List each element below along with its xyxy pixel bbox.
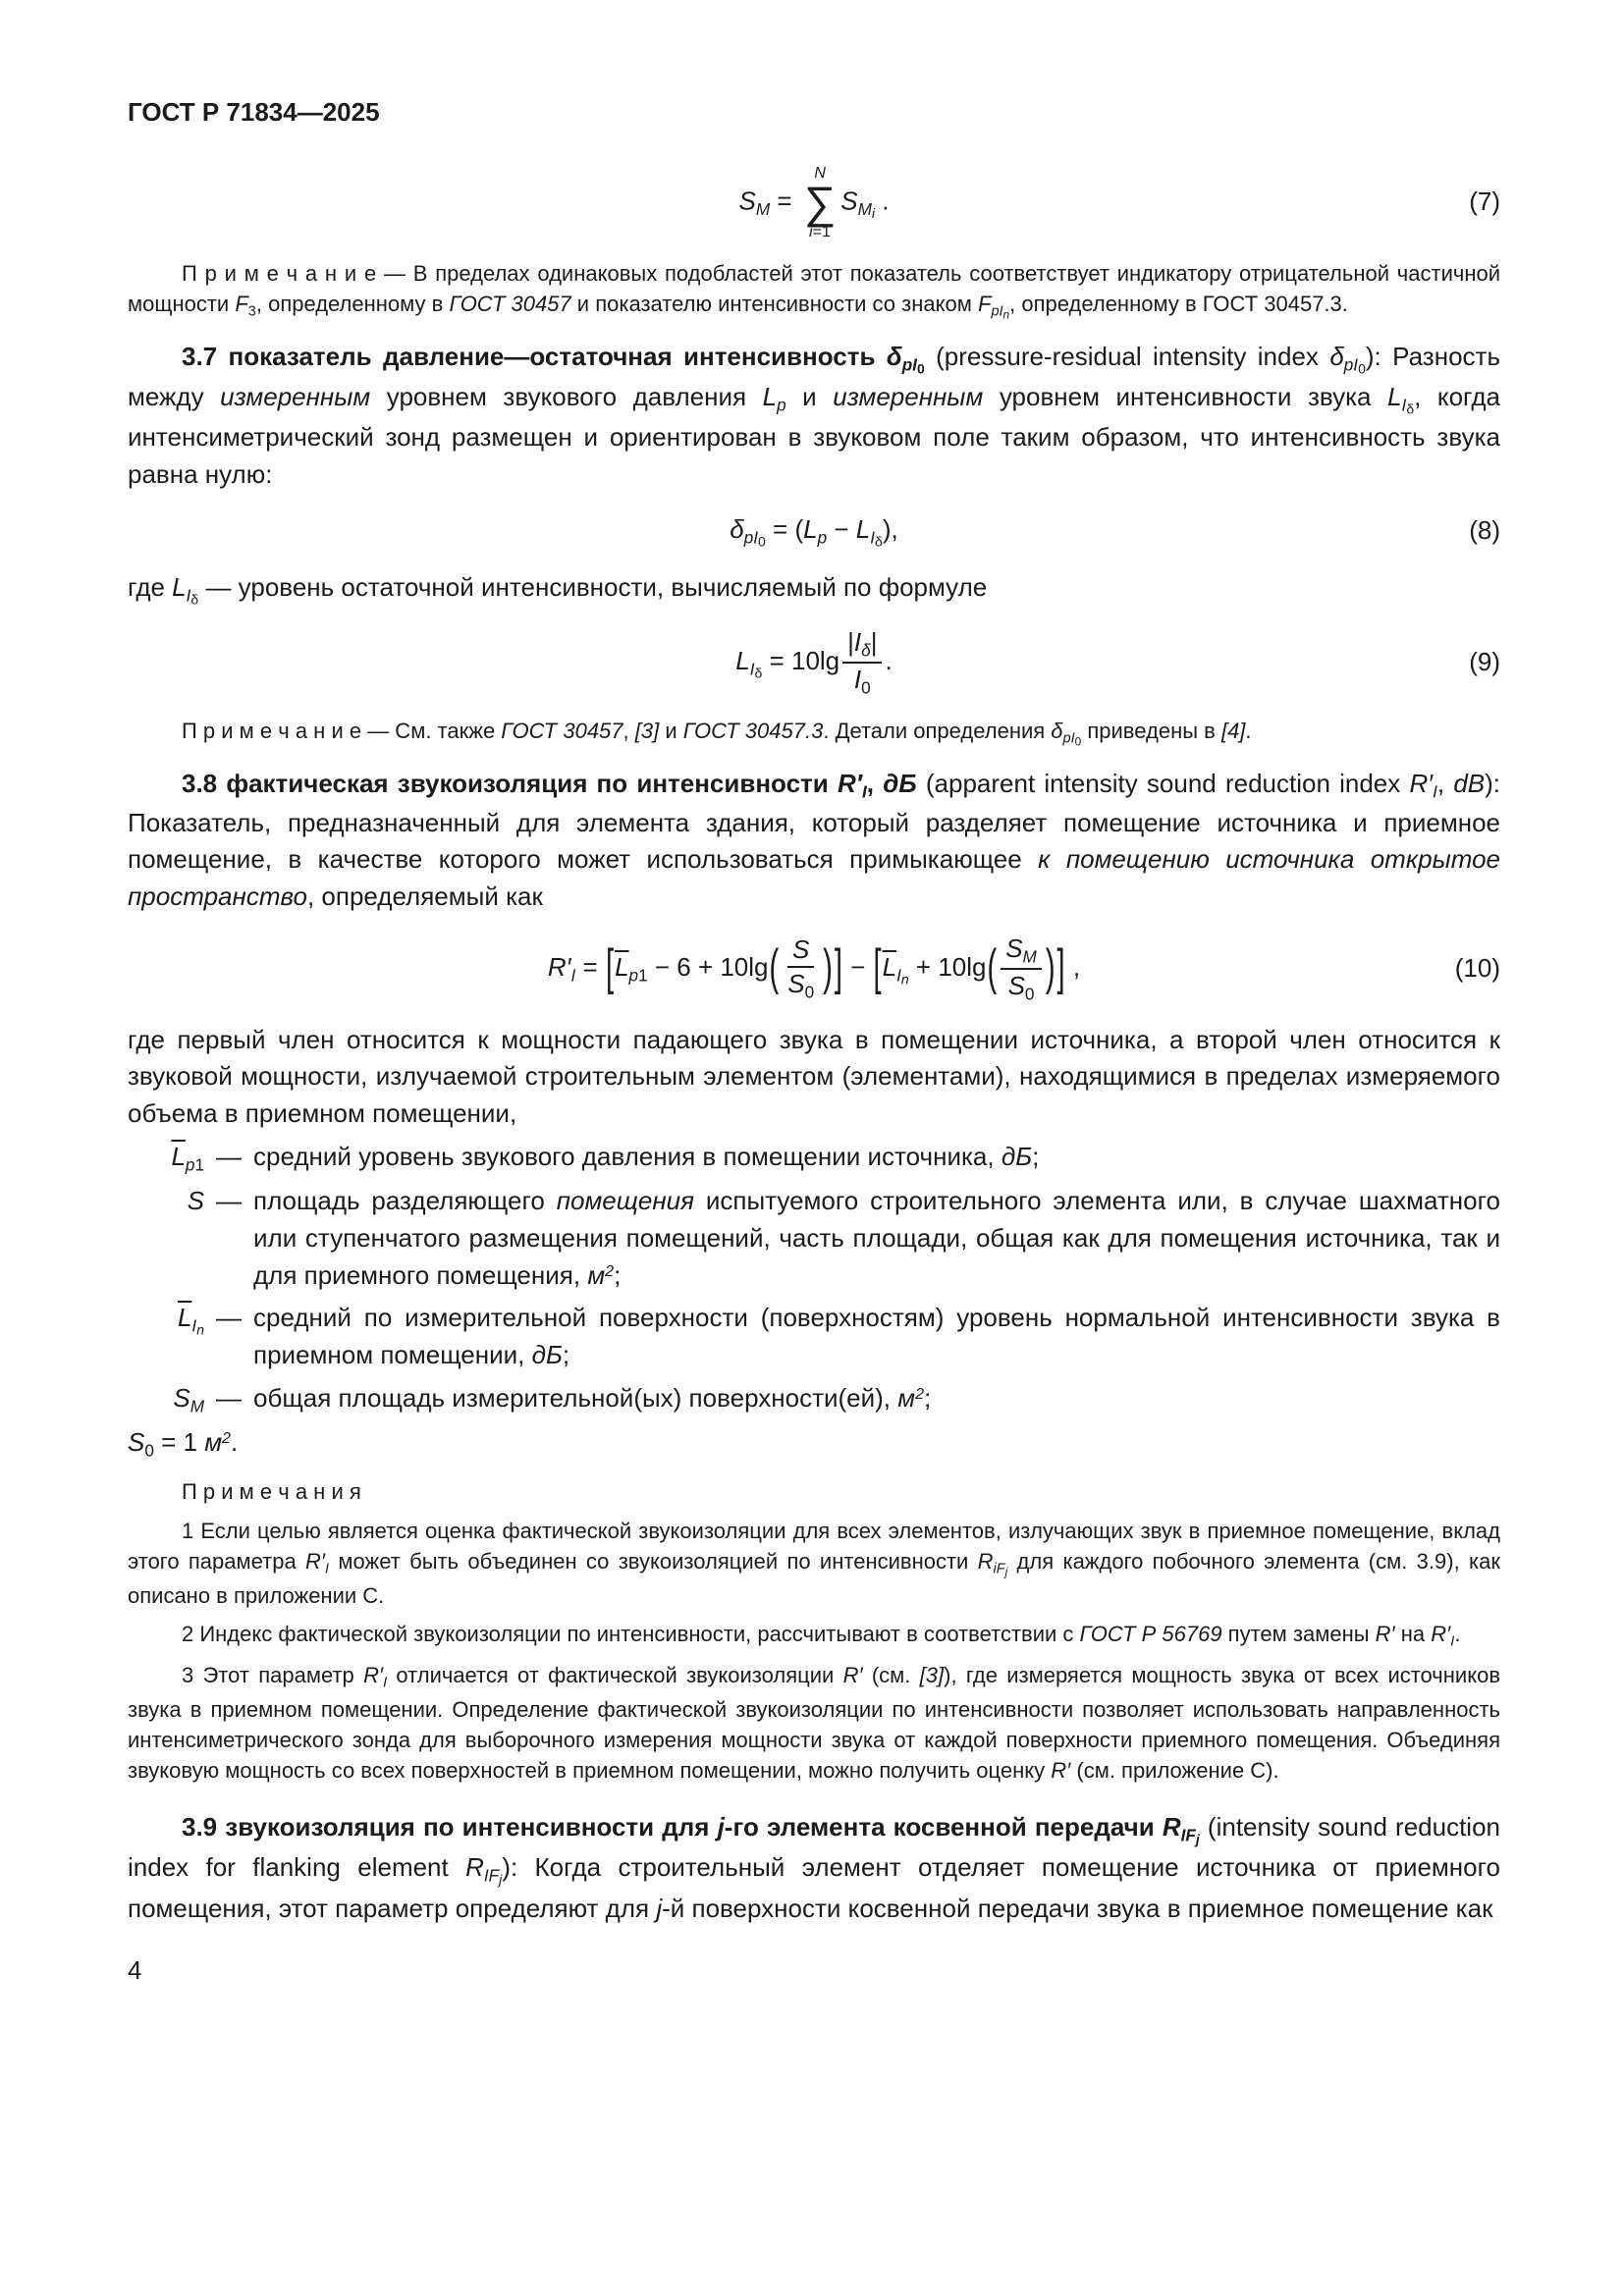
- text-run: ГОСТ 30457: [501, 718, 623, 743]
- text-run: (см. приложение С).: [1070, 1758, 1279, 1784]
- note-3: [128, 1660, 1500, 1786]
- page-number: 4: [128, 1955, 142, 1986]
- text-run: 2 Индекс фактической звукоизоляции по интенсивности, рассчитывают в соответствии с: [182, 1622, 1080, 1647]
- text-run: ,: [1065, 951, 1081, 982]
- text-run: 0: [804, 982, 815, 1002]
- text-run: ): Разность между: [128, 342, 1500, 412]
- text-run: 1: [194, 1154, 204, 1175]
- fraction-numerator: [1001, 934, 1042, 970]
- text-run: 2: [605, 1261, 615, 1280]
- text-run: средний уровень звукового давления в помещении источника,: [253, 1141, 1001, 1171]
- text-run: измеренным: [833, 382, 984, 412]
- text-run: δ: [754, 665, 763, 681]
- text-run: общая площадь измерительной(ых) поверхности(ей),: [253, 1382, 898, 1413]
- text-run: может быть объединен со звукоизоляцией по интенсивности: [329, 1548, 978, 1574]
- text-run: F: [977, 291, 992, 316]
- text-run: R: [977, 1548, 994, 1574]
- text-run: F: [235, 291, 248, 316]
- text-run: ,: [1436, 769, 1454, 799]
- text-run: S: [840, 186, 858, 216]
- text-run: p: [185, 1154, 195, 1175]
- clause-3-9: [128, 1809, 1500, 1927]
- fraction: [1001, 934, 1042, 1004]
- big-bracket: (: [769, 940, 780, 996]
- text-run: R′: [1375, 1622, 1395, 1647]
- formula-8-number: (8): [1469, 515, 1500, 546]
- text-run: (apparent intensity sound reduction index: [916, 769, 1410, 799]
- formula-9-expression: [735, 627, 892, 698]
- text-run: отличается от фактической звукоизоляции: [387, 1663, 843, 1688]
- text-run: |: [870, 626, 878, 657]
- text-run: приведены в: [1081, 718, 1221, 743]
- note-partial-power: [128, 258, 1500, 323]
- text-run: S: [128, 1426, 145, 1457]
- text-run: 1: [638, 965, 648, 986]
- text-run: -го элемента косвенной передачи: [724, 1812, 1163, 1842]
- text-run: pI: [991, 303, 1003, 320]
- s0-definition: [128, 1424, 1500, 1463]
- text-run: L: [735, 645, 750, 675]
- formula-10-expression: [548, 934, 1080, 1004]
- text-run: ), где измеряется мощность звука от всех источников звука в приемном помещении. Определение фактической звукоизоляции по интенсивности позволяет использовать направленность интенсиметрического зонда для выборочного измерения мощности звука от каждой поверхности приемного помещения. Объединяя звуковую мощность со всех поверхностей в приемном помещении, можно получить оценку: [128, 1663, 1501, 1784]
- text-run: ): Показатель, предназначенный для элемента здания, который разделяет помещение источника и приемное помещение, в качестве которого может использоваться примыкающее: [128, 769, 1501, 875]
- text-run: δ: [190, 591, 199, 608]
- text-run: м: [204, 1426, 223, 1457]
- definition-term: [128, 1183, 204, 1294]
- formula-7: [128, 165, 1500, 240]
- summation: [804, 165, 836, 240]
- text-run: R′: [1409, 769, 1434, 799]
- big-bracket: (: [987, 940, 998, 996]
- text-run: M: [857, 198, 872, 219]
- text-run: pI: [901, 354, 917, 375]
- text-run: =1: [812, 222, 832, 240]
- text-run: S: [187, 1186, 204, 1216]
- where-clause-formula-8: [128, 569, 1500, 610]
- note-3-7: [128, 716, 1500, 750]
- text-run: ;: [924, 1382, 932, 1413]
- formula-10: [128, 934, 1500, 1004]
- definition-dash: —: [216, 1141, 242, 1171]
- text-run: = 10lg: [762, 645, 840, 675]
- text-run: на: [1394, 1622, 1432, 1647]
- text-run: L: [762, 382, 778, 412]
- text-run: δ: [1329, 342, 1344, 372]
- text-run: , когда интенсиметрический зонд размещен и ориентирован в звуковом поле таким образом, что интенсивность звука равна нулю:: [128, 382, 1500, 490]
- text-run: S: [738, 186, 756, 216]
- text-run: 0: [916, 360, 925, 377]
- text-run: I: [853, 626, 862, 657]
- text-run: −: [842, 951, 873, 982]
- text-run: I: [853, 664, 862, 694]
- text-run: для каждого побочного элемента (см. 3.9), как описано в приложении С.: [128, 1548, 1500, 1608]
- text-run: M: [189, 1396, 204, 1416]
- text-run: $\overline{L}$: [615, 951, 629, 982]
- text-run: , определенному в: [255, 291, 450, 316]
- text-run: (см.: [862, 1663, 920, 1688]
- text-run: = 1: [153, 1426, 205, 1457]
- text-run: j: [717, 1812, 725, 1842]
- text-run: путем замены: [1221, 1622, 1376, 1647]
- text-run: R: [1162, 1812, 1181, 1842]
- text-run: I: [861, 781, 867, 802]
- text-run: p: [628, 965, 639, 986]
- definition-dash: —: [216, 1382, 242, 1413]
- text-run: R′: [842, 1663, 863, 1688]
- text-run: S: [1005, 933, 1023, 963]
- text-run: испытуемого строительного элемента или, в случае шахматного или ступенчатого размещения помещений, часть площади, общая как для помещения источника, так и для приемного помещения,: [253, 1186, 1500, 1290]
- text-run: dB: [1453, 769, 1486, 799]
- big-bracket: ): [823, 940, 833, 996]
- text-run: I: [570, 965, 576, 986]
- text-run: j: [656, 1893, 663, 1923]
- text-run: м: [897, 1382, 916, 1413]
- text-run: ;: [614, 1259, 622, 1290]
- text-run: I: [1433, 781, 1437, 802]
- text-run: N: [814, 163, 826, 182]
- text-run: I: [749, 659, 755, 679]
- fraction-numerator: [787, 934, 814, 968]
- text-run: n: [900, 971, 909, 988]
- text-run: L: [172, 571, 187, 602]
- text-run: ГОСТ Р 56769: [1079, 1622, 1222, 1647]
- text-run: площадь разделяющего: [253, 1186, 557, 1216]
- text-run: 0: [758, 533, 766, 550]
- formula-9: [128, 627, 1500, 698]
- text-run: R′: [547, 951, 571, 982]
- big-bracket: ]: [1056, 940, 1065, 996]
- text-run: и: [659, 718, 683, 743]
- fraction-denominator: [1003, 970, 1040, 1004]
- text-run: -й поверхности косвенной передачи звука в приемное помещение как: [662, 1893, 1493, 1923]
- text-run: П р и м е ч а н и е — См. также: [182, 718, 502, 743]
- definition-term: [128, 1139, 204, 1177]
- text-run: ),: [882, 513, 898, 544]
- note-1: [128, 1516, 1500, 1612]
- big-bracket: ): [1045, 940, 1056, 996]
- big-bracket: [: [873, 940, 882, 996]
- definition-text: [253, 1380, 1500, 1418]
- fraction: [842, 627, 882, 698]
- text-run: ;: [1032, 1141, 1040, 1171]
- text-run: где: [128, 571, 173, 602]
- text-run: помещения: [556, 1186, 695, 1216]
- text-run: R′: [305, 1548, 326, 1574]
- fraction: [783, 934, 819, 1002]
- text-run: .: [1245, 718, 1252, 743]
- text-run: j: [1195, 1832, 1200, 1848]
- text-run: I: [383, 1676, 388, 1692]
- text-run: 0: [1024, 984, 1035, 1004]
- text-run: = (: [765, 513, 804, 544]
- text-run: R′: [1051, 1758, 1071, 1784]
- text-run: .: [875, 186, 890, 216]
- text-run: 3.9 звукоизоляция по интенсивности для: [182, 1812, 718, 1842]
- text-run: 0: [861, 677, 871, 698]
- text-run: ,: [866, 769, 884, 799]
- text-run: — уровень остаточной интенсивности, вычисляемый по формуле: [198, 571, 988, 602]
- text-run: I: [870, 527, 876, 548]
- text-run: уровнем интенсивности звука: [983, 382, 1388, 412]
- text-run: 0: [144, 1440, 154, 1461]
- definition-text: [253, 1300, 1500, 1373]
- definition-dash: —: [216, 1186, 242, 1216]
- text-run: n: [196, 1321, 204, 1338]
- definition-term: [128, 1380, 204, 1418]
- text-run: и: [785, 382, 834, 412]
- text-run: S: [173, 1382, 190, 1413]
- definition-text: [253, 1183, 1500, 1294]
- text-run: [4]: [1220, 718, 1246, 743]
- text-run: ,: [623, 718, 635, 743]
- text-run: − 6 + 10lg: [647, 951, 769, 982]
- text-run: δ: [886, 342, 902, 372]
- text-run: 3.8 фактическая звукоизоляция по интенсивности: [182, 769, 838, 799]
- text-run: ГОСТ 30457: [449, 291, 571, 316]
- text-run: n: [1002, 307, 1010, 322]
- text-run: δ: [861, 640, 871, 661]
- definition-lp1: [128, 1139, 1500, 1177]
- text-run: [3]: [919, 1663, 945, 1688]
- text-run: L: [1387, 382, 1402, 412]
- text-run: м: [587, 1259, 606, 1290]
- text-run: i: [809, 222, 813, 240]
- clause-3-8: [128, 766, 1500, 915]
- text-run: S: [1007, 970, 1025, 1000]
- text-run: pI: [1062, 730, 1075, 747]
- text-run: к помещению источника открытое пространство: [128, 844, 1500, 911]
- text-run: i: [871, 204, 876, 221]
- text-run: $\overline{L}$: [882, 951, 897, 982]
- definition-text: [253, 1139, 1500, 1177]
- text-run: ;: [562, 1339, 570, 1369]
- text-run: средний по измерительной поверхности (поверхностям) уровень нормальной интенсивности звука в приемном помещении,: [253, 1303, 1500, 1369]
- text-run: =: [575, 951, 605, 982]
- text-run: I: [191, 1315, 197, 1336]
- definition-sm: [128, 1380, 1500, 1418]
- text-run: П р и м е ч а н и е — В пределах одинаковых подобластей этот показатель соответствует индикатору отрицательной частичной мощности: [128, 260, 1500, 316]
- summation-lower-limit: [809, 224, 831, 240]
- fraction-denominator: [783, 968, 819, 1002]
- text-run: дБ: [531, 1339, 563, 1369]
- text-run: .: [885, 645, 893, 675]
- text-run: ГОСТ 30457.3: [682, 718, 824, 743]
- text-run: 2: [222, 1428, 232, 1447]
- text-run: R′: [1431, 1622, 1451, 1647]
- clause-3-7: [128, 339, 1500, 494]
- formula-8: [128, 511, 1500, 552]
- text-run: 0: [1358, 360, 1366, 377]
- text-run: S: [787, 969, 805, 999]
- text-run: , определяемый как: [306, 881, 543, 911]
- text-run: δ: [875, 533, 883, 550]
- formula-10-number: (10): [1454, 952, 1500, 983]
- text-run: I: [896, 965, 901, 986]
- note-2: [128, 1619, 1500, 1652]
- text-run: −: [827, 513, 856, 544]
- text-run: j: [1004, 1565, 1008, 1579]
- text-run: I: [1401, 395, 1407, 415]
- text-run: + 10lg: [908, 951, 987, 982]
- text-run: p: [817, 527, 828, 548]
- text-run: $\overline{L}$: [177, 1303, 192, 1333]
- text-run: L: [855, 513, 871, 544]
- text-run: 2: [915, 1384, 925, 1403]
- text-run: дБ: [1001, 1141, 1033, 1171]
- text-run: δ: [730, 513, 744, 544]
- text-run: уровнем звукового давления: [370, 382, 763, 412]
- document-code: ГОСТ Р 71834—2025: [128, 97, 380, 127]
- text-run: 3: [247, 303, 256, 320]
- text-run: S: [791, 934, 810, 965]
- text-run: (intensity sound reduction index for flanking element: [128, 1812, 1500, 1883]
- text-run: дБ: [883, 769, 917, 799]
- definition-lin: [128, 1300, 1500, 1373]
- text-run: , определенному в ГОСТ 30457.3.: [1009, 291, 1348, 316]
- text-run: . Детали определения: [823, 718, 1052, 743]
- text-run: [3]: [634, 718, 660, 743]
- definition-term: [128, 1300, 204, 1373]
- fraction-denominator: [849, 664, 876, 698]
- text-run: R′: [363, 1663, 384, 1688]
- text-run: 1 Если целью является оценка фактической звукоизоляции для всех элементов, излучающих звук в приемное помещение, вклад этого параметра: [128, 1518, 1500, 1574]
- text-run: R: [465, 1852, 484, 1883]
- summation-symbol: ∑: [803, 177, 837, 228]
- text-run: измеренным: [220, 382, 371, 412]
- text-run: .: [1454, 1622, 1461, 1647]
- text-run: |: [847, 626, 854, 657]
- text-run: 3 Этот параметр: [182, 1663, 364, 1688]
- text-run: IF: [483, 1865, 500, 1886]
- text-run: L: [803, 513, 818, 544]
- formula-7-expression: [739, 165, 890, 240]
- text-run: pI: [1343, 354, 1359, 375]
- text-run: (pressure-residual intensity index: [924, 342, 1330, 372]
- text-run: I: [1450, 1633, 1455, 1650]
- text-run: R′: [837, 769, 862, 799]
- text-run: $\overline{L}$: [171, 1141, 186, 1171]
- formula-7-number: (7): [1469, 187, 1500, 217]
- formula-9-number: (9): [1469, 647, 1500, 677]
- text-run: где первый член относится к мощности падающего звука в помещении источника, а второй член относится к звуковой мощности, излучаемой строительным элементом (элементами), находящимися в пределах измеряемого объема в приемном помещении,: [128, 1024, 1500, 1129]
- big-bracket: [: [605, 940, 615, 996]
- text-run: I: [186, 585, 191, 606]
- text-run: δ: [1406, 400, 1415, 417]
- text-run: M: [1022, 946, 1037, 967]
- text-run: δ: [1051, 718, 1063, 743]
- text-run: M: [755, 198, 771, 219]
- fraction-numerator: [842, 627, 882, 664]
- text-run: 3.7 показатель давление—остаточная интенсивность: [182, 342, 887, 372]
- notes-heading: П р и м е ч а н и я: [182, 1479, 361, 1505]
- definition-s: [128, 1183, 1500, 1294]
- definition-dash: —: [216, 1303, 242, 1333]
- text-run: p: [777, 395, 786, 415]
- big-bracket: ]: [834, 940, 842, 996]
- formula-8-expression: [730, 511, 897, 552]
- where-clause-formula-10: [128, 1022, 1500, 1133]
- text-run: .: [231, 1426, 239, 1457]
- text-run: pI: [743, 527, 759, 548]
- text-run: IF: [1180, 1825, 1196, 1845]
- text-run: =: [770, 186, 799, 216]
- text-run: ): Когда строительный элемент отделяет помещение источника от приемного помещения, этот параметр определяют для: [128, 1852, 1500, 1923]
- text-run: j: [499, 1872, 503, 1889]
- text-run: и показателю интенсивности со знаком: [570, 291, 978, 316]
- text-run: 0: [1074, 734, 1082, 749]
- text-run: I: [325, 1561, 330, 1577]
- text-run: iF: [993, 1561, 1005, 1577]
